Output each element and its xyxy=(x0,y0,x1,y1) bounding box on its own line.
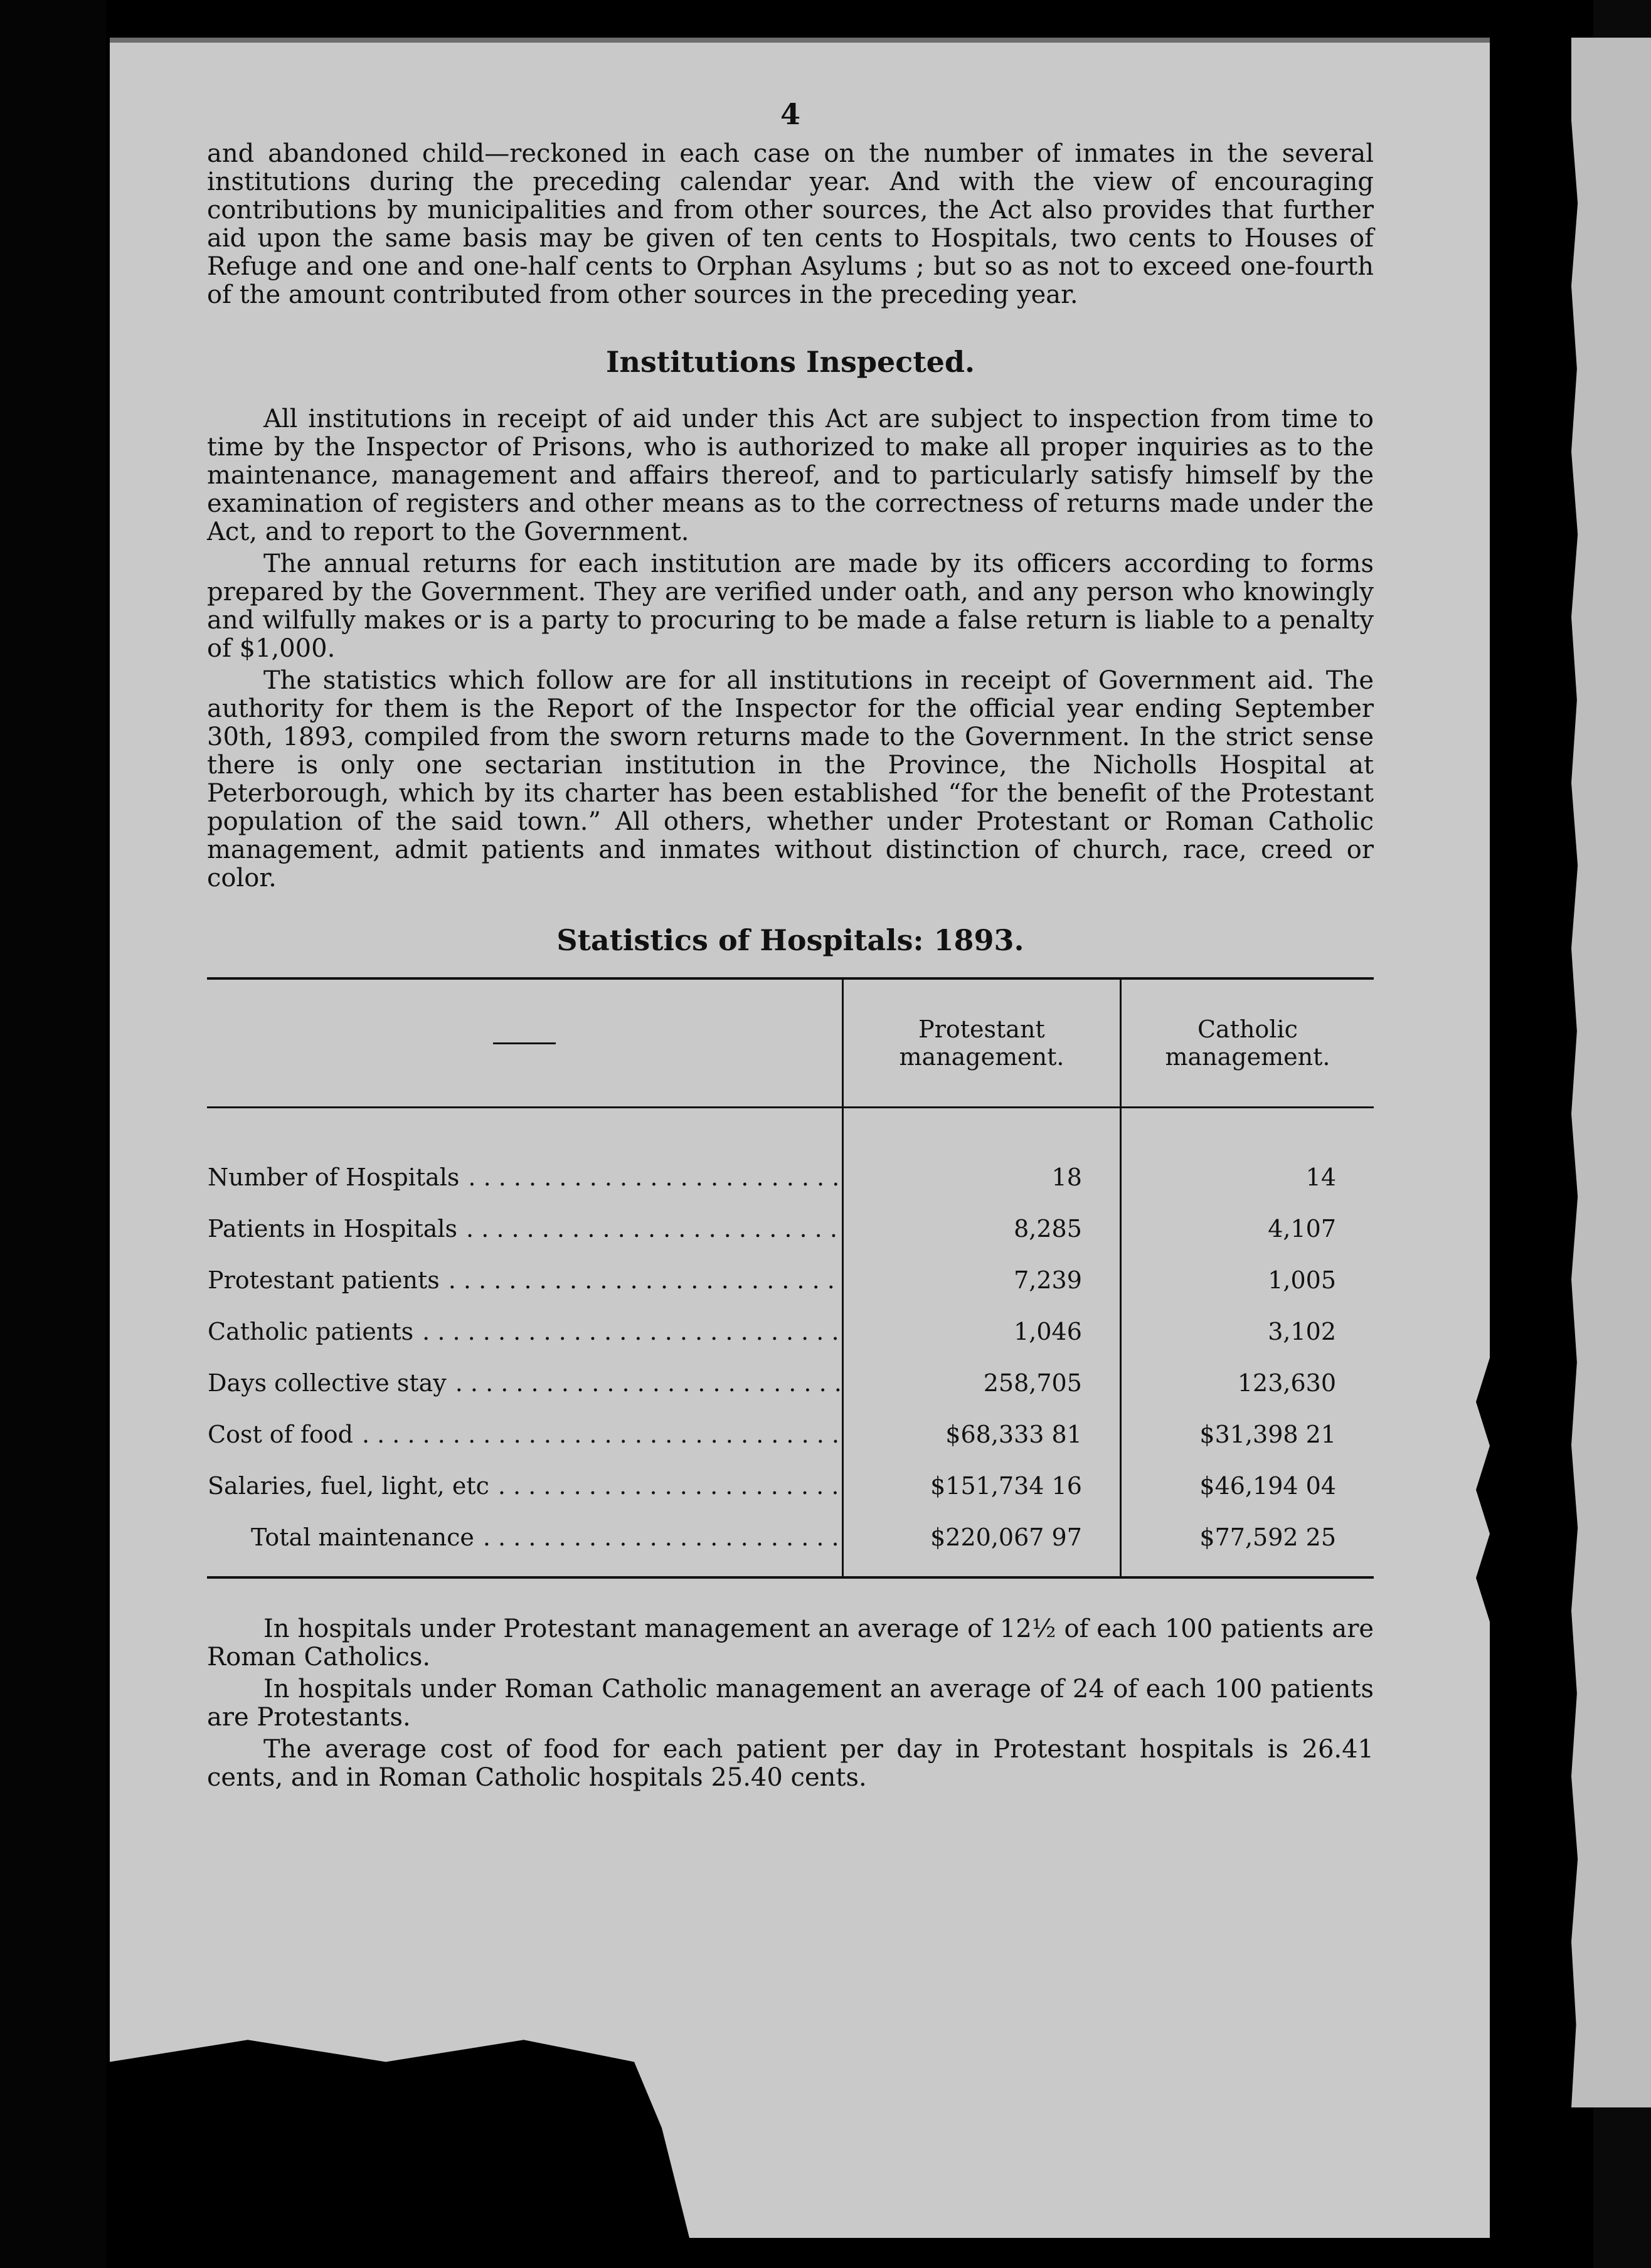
scan-border-left xyxy=(0,0,107,2268)
page-number: 4 xyxy=(780,97,800,131)
closing-paragraph-catholic: In hospitals under Roman Catholic management an average of 24 of each 100 patients are Protestants. xyxy=(207,1675,1374,1732)
section-heading: Institutions Inspected. xyxy=(605,345,975,379)
table-header-row xyxy=(207,978,1374,1108)
paragraph-statistics: The statistics which follow are for all institutions in receipt of Government aid. The authority for them is the Report of the Inspector for the official year ending September 30th, 1893, compiled from the sworn returns made to the Government. In the strict sense there is only one sectarian institution in the Province, the Nicholls Hospital at Peterborough, which by its charter has been established “for the benefit of the Protestant population of the said town.” All others, whether under Protestant or Roman Catholic management, admit patients and inmates without distinction of church, race, creed or color. xyxy=(207,666,1374,893)
table-row xyxy=(207,1203,1374,1254)
catholic-value: $46,194 04 xyxy=(1120,1460,1374,1512)
protestant-value: 258,705 xyxy=(843,1357,1121,1409)
table-row xyxy=(207,1357,1374,1409)
header-protestant: Protestant management. xyxy=(843,978,1121,1108)
header-catholic: Catholic management. xyxy=(1120,978,1374,1108)
intro-paragraph: and abandoned child—reckoned in each case on the number of inmates in the several institutions during the preceding calendar year. And with the view of encouraging contributions by municipalities and from other sources, the Act also provides that further aid upon the same basis may be given of ten cents to Hospitals, two cents to Houses of Refuge and one and one-half cents to Orphan Asylums ; but so as not to exceed one-fourth of the amount contributed from other sources in the preceding year. xyxy=(207,139,1374,309)
paragraph-returns: The annual returns for each institution are made by its officers according to forms prepared by the Government. They are verified under oath, and any person who knowingly and wilfully makes or is a party to procuring to be made a false return is liable to a penalty of $1,000. xyxy=(207,549,1374,663)
table-row xyxy=(207,1254,1374,1306)
catholic-total: $77,592 25 xyxy=(1120,1512,1374,1577)
page-content xyxy=(207,97,1374,1792)
row-label: Days collective stay . . . xyxy=(207,1357,843,1409)
table-row xyxy=(207,1108,1374,1204)
catholic-value: 3,102 xyxy=(1120,1306,1374,1357)
catholic-value: $31,398 21 xyxy=(1120,1409,1374,1460)
adjacent-page-edge xyxy=(1571,38,1651,2107)
protestant-value: $151,734 16 xyxy=(843,1460,1121,1512)
row-label: Patients in Hospitals . . . xyxy=(207,1203,843,1254)
catholic-value: 14 xyxy=(1120,1108,1374,1204)
paragraph-inspection: All institutions in receipt of aid under this Act are subject to inspection from time to time by the Inspector of Prisons, who is authorized to make all proper inquiries as to the maintenance, management and affairs thereof, and to particularly satisfy himself by the examination of registers and other means as to the correctness of returns made under the Act, and to report to the Government. xyxy=(207,405,1374,546)
hospital-statistics-table xyxy=(207,977,1374,1579)
catholic-value: 1,005 xyxy=(1120,1254,1374,1306)
header-dash xyxy=(493,1042,556,1044)
closing-paragraph-protestant: In hospitals under Protestant management an average of 12½ of each 100 patients are Roman Catholics. xyxy=(207,1614,1374,1672)
header-label-column xyxy=(207,978,843,1108)
protestant-value: 1,046 xyxy=(843,1306,1121,1357)
table-row xyxy=(207,1409,1374,1460)
catholic-value: 4,107 xyxy=(1120,1203,1374,1254)
row-label: Number of Hospitals . . . xyxy=(207,1108,843,1204)
protestant-value: $68,333 81 xyxy=(843,1409,1121,1460)
protestant-value: 18 xyxy=(843,1108,1121,1204)
row-label: Cost of food . . . xyxy=(207,1409,843,1460)
table-row xyxy=(207,1306,1374,1357)
catholic-value: 123,630 xyxy=(1120,1357,1374,1409)
row-label: Salaries, fuel, light, etc . . . xyxy=(207,1460,843,1512)
row-label: Catholic patients . . . xyxy=(207,1306,843,1357)
table-title: Statistics of Hospitals: 1893. xyxy=(556,923,1024,957)
table-row-total xyxy=(207,1512,1374,1577)
protestant-total: $220,067 97 xyxy=(843,1512,1121,1577)
row-label: Total maintenance . . . xyxy=(207,1512,843,1577)
protestant-value: 7,239 xyxy=(843,1254,1121,1306)
protestant-value: 8,285 xyxy=(843,1203,1121,1254)
row-label: Protestant patients . . . xyxy=(207,1254,843,1306)
table-row xyxy=(207,1460,1374,1512)
closing-paragraph-food-cost: The average cost of food for each patient per day in Protestant hospitals is 26.41 cents, and in Roman Catholic hospitals 25.40 cents. xyxy=(207,1735,1374,1792)
